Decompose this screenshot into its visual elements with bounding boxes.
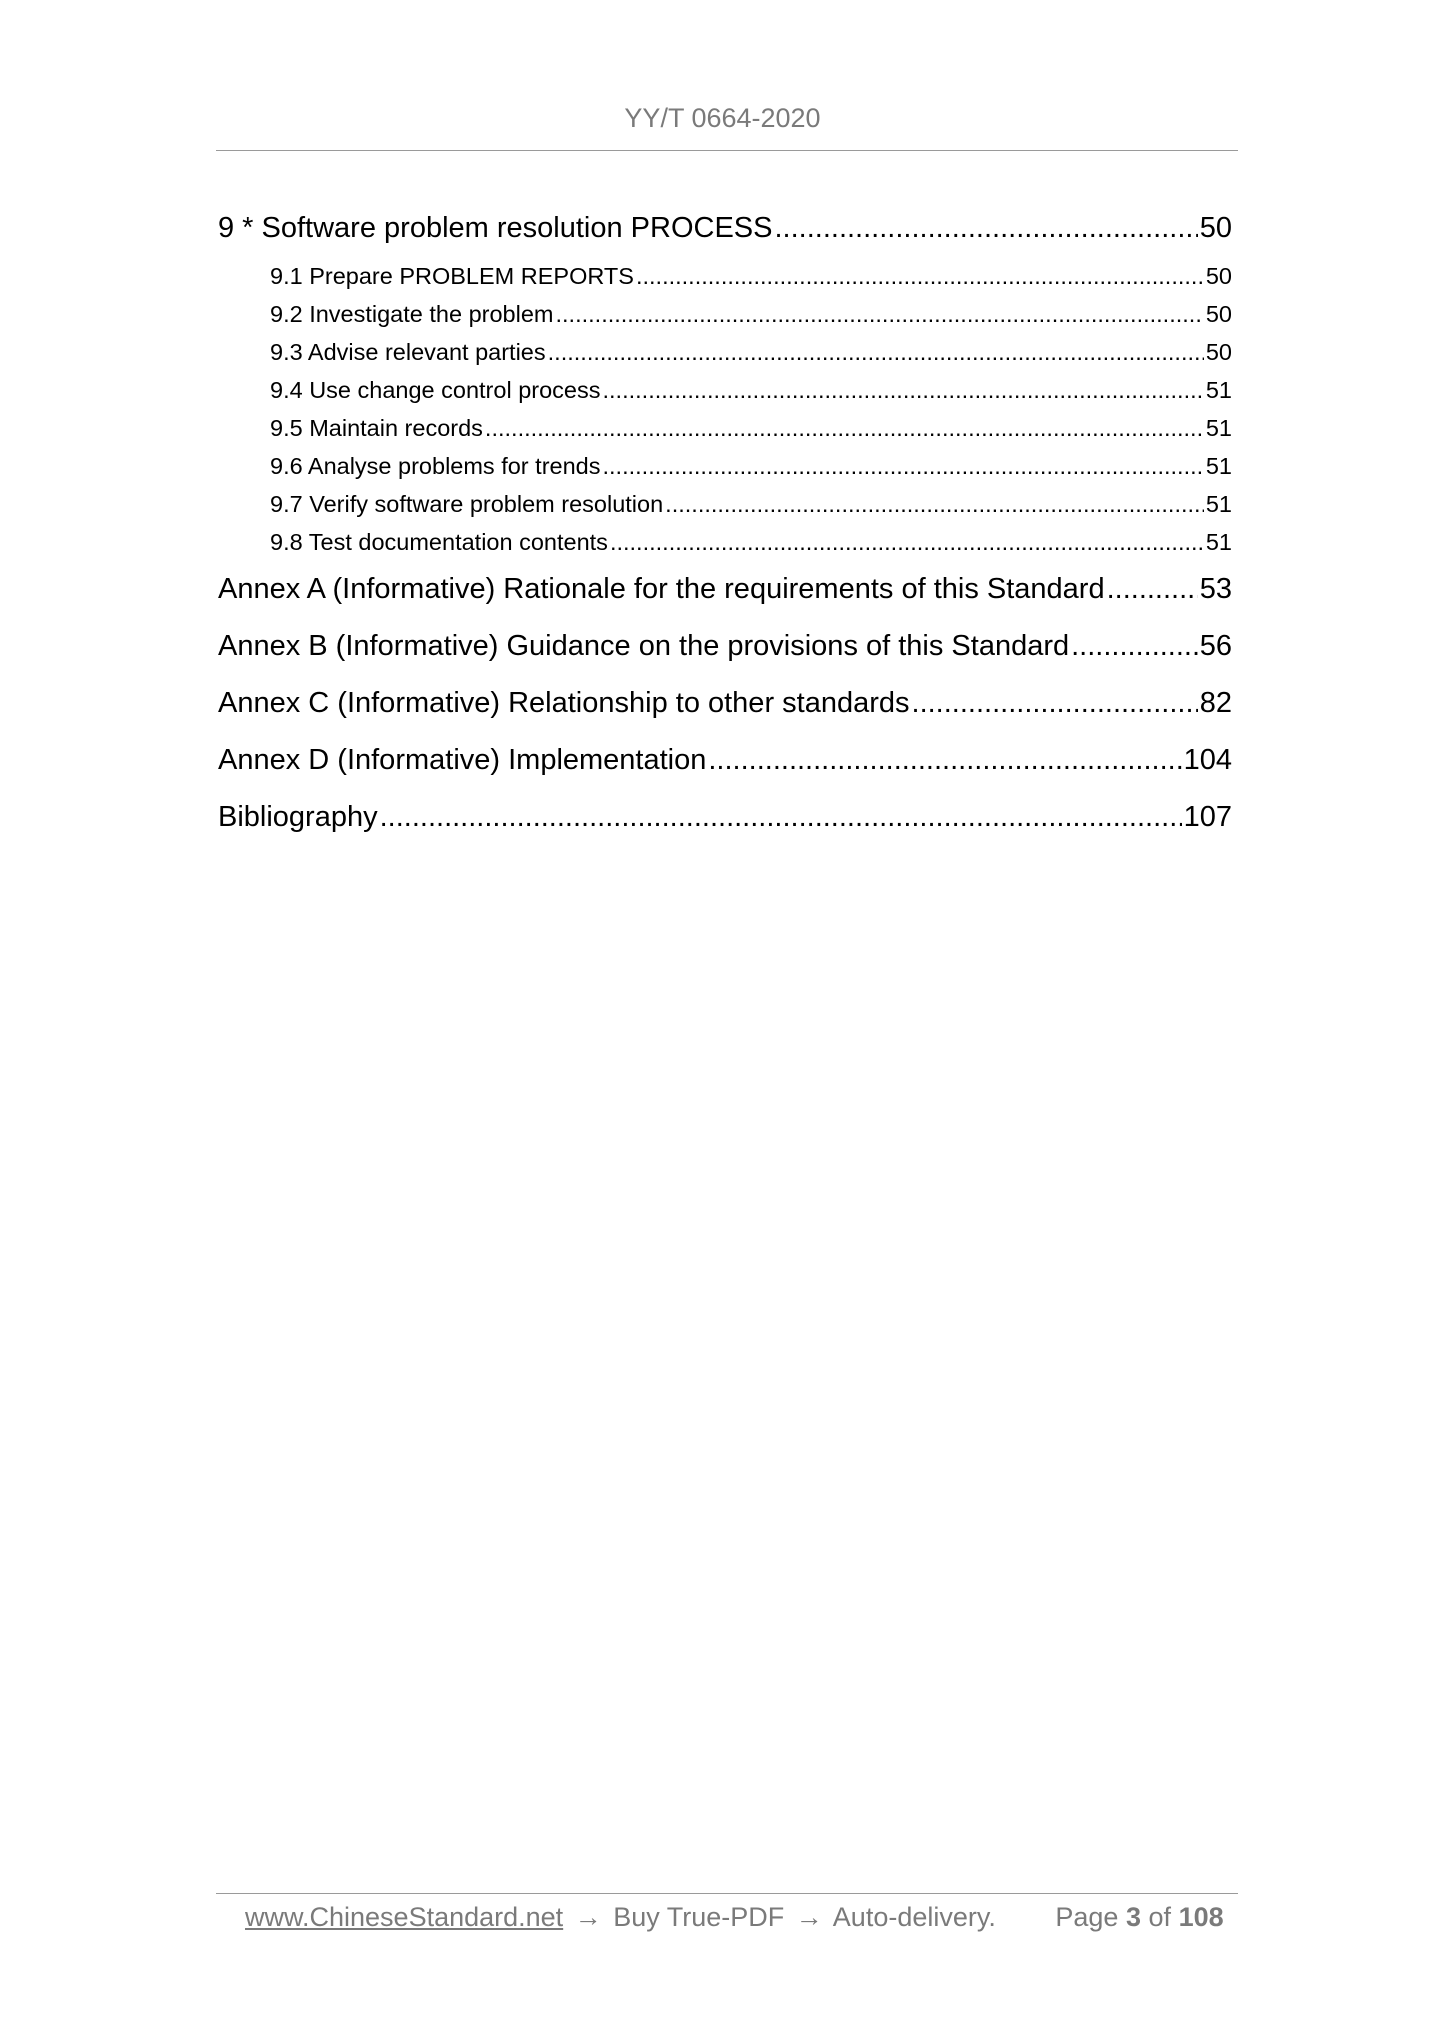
toc-entry-label: 9 * Software problem resolution PROCESS bbox=[218, 212, 773, 244]
arrow-right-icon: → bbox=[574, 1902, 602, 1932]
dot-leader bbox=[708, 732, 1181, 789]
dot-leader bbox=[555, 295, 1203, 333]
dot-leader bbox=[665, 485, 1204, 523]
toc-entry-label: Bibliography bbox=[218, 801, 378, 833]
toc-entry-page: 51 bbox=[1205, 529, 1232, 555]
dot-leader bbox=[485, 409, 1204, 447]
total-pages-number: 108 bbox=[1178, 1902, 1224, 1932]
dot-leader bbox=[1107, 561, 1198, 618]
toc-entry-label: Annex A (Informative) Rationale for the requirements of this Standard bbox=[218, 573, 1105, 605]
toc-entry-label: Annex C (Informative) Relationship to other standards bbox=[218, 687, 910, 719]
toc-entry[interactable] bbox=[218, 257, 1232, 295]
toc-entry-label: 9.2 Investigate the problem bbox=[270, 301, 554, 327]
toc-entry-label: 9.6 Analyse problems for trends bbox=[270, 453, 601, 479]
toc-entry[interactable] bbox=[218, 732, 1232, 789]
toc-entry-label: 9.5 Maintain records bbox=[270, 415, 483, 441]
toc-entry-page: 50 bbox=[1205, 263, 1232, 289]
toc-entry-page: 82 bbox=[1199, 687, 1232, 719]
header-divider bbox=[216, 150, 1238, 151]
toc-entry-page: 53 bbox=[1199, 573, 1232, 605]
toc-entry-page: 50 bbox=[1205, 301, 1232, 327]
arrow-right-icon: → bbox=[795, 1902, 823, 1932]
toc-entry[interactable] bbox=[218, 485, 1232, 523]
toc-entry-page: 50 bbox=[1199, 212, 1232, 244]
toc-entry-label: Annex D (Informative) Implementation bbox=[218, 744, 707, 776]
current-page-number: 3 bbox=[1125, 1902, 1141, 1932]
toc-entry[interactable] bbox=[218, 789, 1232, 846]
dot-leader bbox=[912, 675, 1198, 732]
toc-entry-label: 9.3 Advise relevant parties bbox=[270, 339, 546, 365]
delivery-step: Auto-delivery. bbox=[832, 1902, 996, 1932]
toc-entry-page: 107 bbox=[1183, 801, 1232, 833]
toc-entry[interactable] bbox=[218, 523, 1232, 561]
toc-entry[interactable] bbox=[218, 295, 1232, 333]
dot-leader bbox=[774, 200, 1197, 257]
toc-entry-page: 51 bbox=[1205, 377, 1232, 403]
dot-leader bbox=[1071, 618, 1198, 675]
toc-entry-label: 9.8 Test documentation contents bbox=[270, 529, 608, 555]
toc-entry-label: 9.7 Verify software problem resolution bbox=[270, 491, 664, 517]
toc-entry-page: 56 bbox=[1199, 630, 1232, 662]
toc-entry-label: Annex B (Informative) Guidance on the provisions of this Standard bbox=[218, 630, 1070, 662]
toc-entry-page: 104 bbox=[1183, 744, 1232, 776]
toc-entry-page: 51 bbox=[1205, 453, 1232, 479]
toc-entry[interactable] bbox=[218, 675, 1232, 732]
of-word: of bbox=[1148, 1902, 1172, 1932]
footer-divider bbox=[216, 1893, 1238, 1894]
page-word: Page bbox=[1055, 1902, 1119, 1932]
toc-entry-page: 50 bbox=[1205, 339, 1232, 365]
toc-entry[interactable] bbox=[218, 333, 1232, 371]
dot-leader bbox=[380, 789, 1182, 846]
toc-entry-page: 51 bbox=[1205, 415, 1232, 441]
dot-leader bbox=[610, 523, 1204, 561]
toc-entry[interactable] bbox=[218, 409, 1232, 447]
page-footer bbox=[245, 1897, 1224, 1937]
toc-entry-page: 51 bbox=[1205, 491, 1232, 517]
dot-leader bbox=[548, 333, 1204, 371]
site-link[interactable]: www.ChineseStandard.net bbox=[245, 1902, 564, 1932]
toc-entry-label: 9.4 Use change control process bbox=[270, 377, 601, 403]
dot-leader bbox=[603, 371, 1204, 409]
toc-entry[interactable] bbox=[218, 618, 1232, 675]
dot-leader bbox=[602, 447, 1203, 485]
toc-entry[interactable] bbox=[218, 200, 1232, 257]
table-of-contents bbox=[218, 200, 1232, 846]
toc-entry[interactable] bbox=[218, 447, 1232, 485]
dot-leader bbox=[636, 257, 1204, 295]
buy-step: Buy True-PDF bbox=[613, 1902, 785, 1932]
toc-entry[interactable] bbox=[218, 371, 1232, 409]
running-header: YY/T 0664-2020 bbox=[624, 103, 821, 133]
toc-entry[interactable] bbox=[218, 561, 1232, 618]
toc-entry-label: 9.1 Prepare PROBLEM REPORTS bbox=[270, 263, 634, 289]
